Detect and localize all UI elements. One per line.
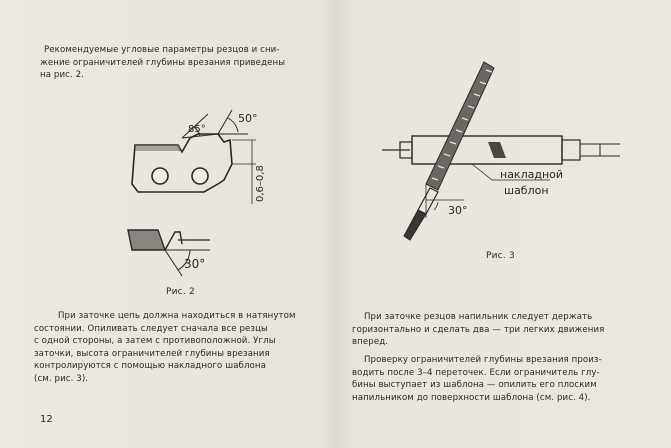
text-line: контролируются с помощью накладного шаблона xyxy=(34,361,266,372)
template-mark xyxy=(488,142,506,158)
rivet-hole xyxy=(192,168,208,184)
chain-link-top xyxy=(132,134,232,192)
page-number: 12 xyxy=(40,414,53,425)
angle-30-label: 30° xyxy=(448,204,468,217)
angle-line xyxy=(165,250,182,276)
angle-30-label: 30° xyxy=(184,257,206,271)
tool-shaft xyxy=(418,188,438,214)
text-line: водить после 3–4 переточек. Если ограничитель глу- xyxy=(352,367,600,378)
angle-line xyxy=(218,110,232,134)
angle-arc xyxy=(228,118,238,132)
text-line: (см. рис. 3). xyxy=(34,373,89,384)
link-hatch xyxy=(135,145,180,151)
text-line: При заточке цепь должна находиться в натянутом xyxy=(58,311,296,321)
text-line: горизонтально и сделать два — три легких движения xyxy=(352,324,605,335)
tool-tip xyxy=(404,210,426,240)
chain-paragraph xyxy=(34,310,340,386)
rivet-hole xyxy=(152,168,168,184)
figure-3-diagram xyxy=(380,60,630,250)
text-line: При заточке резцов напильник следует держать xyxy=(364,312,593,322)
file-body xyxy=(412,136,562,164)
chain-bar-diagonal xyxy=(426,62,494,190)
file-paragraph xyxy=(352,311,658,349)
text-line: на рис. 2. xyxy=(40,70,85,81)
text-line: вперед. xyxy=(352,337,389,348)
text-line: состоянии. Опиливать следует сначала все резцы xyxy=(34,323,268,334)
template-label-line1: накладной xyxy=(500,168,564,181)
figure-2-caption: Рис. 2 xyxy=(166,287,195,297)
intro-paragraph xyxy=(40,44,340,82)
text-line: жение ограничителей глубины врезания приведены xyxy=(40,57,286,68)
text-line: бины выступает из шаблона — опилить его плоским xyxy=(352,380,597,391)
template-label-line2: шаблон xyxy=(504,184,549,197)
figure-2-diagram xyxy=(120,100,280,290)
file-end xyxy=(562,140,580,160)
cutter-blade xyxy=(165,232,182,250)
figure-3-caption: Рис. 3 xyxy=(486,251,515,261)
angle-50-label: 50° xyxy=(238,112,258,125)
check-paragraph xyxy=(352,354,658,404)
text-line: заточки, высота ограничителей глубины врезания xyxy=(34,348,270,359)
text-line: с одной стороны, а затем с противоположной. Углы xyxy=(34,336,276,347)
text-line: Рекомендуемые угловые параметры резцов и сни- xyxy=(44,45,280,55)
depth-label: 0,6–0,8 xyxy=(255,165,266,202)
file-handle xyxy=(580,144,620,156)
angle-arc xyxy=(434,202,438,210)
text-line: Проверку ограничителей глубины врезания произ- xyxy=(364,355,602,365)
label-leader xyxy=(472,164,492,180)
angle-85-label: 85° xyxy=(188,124,206,135)
text-line: напильником до поверхности шаблона (см. рис. 4). xyxy=(352,392,591,403)
cutter-side-view xyxy=(128,230,165,250)
